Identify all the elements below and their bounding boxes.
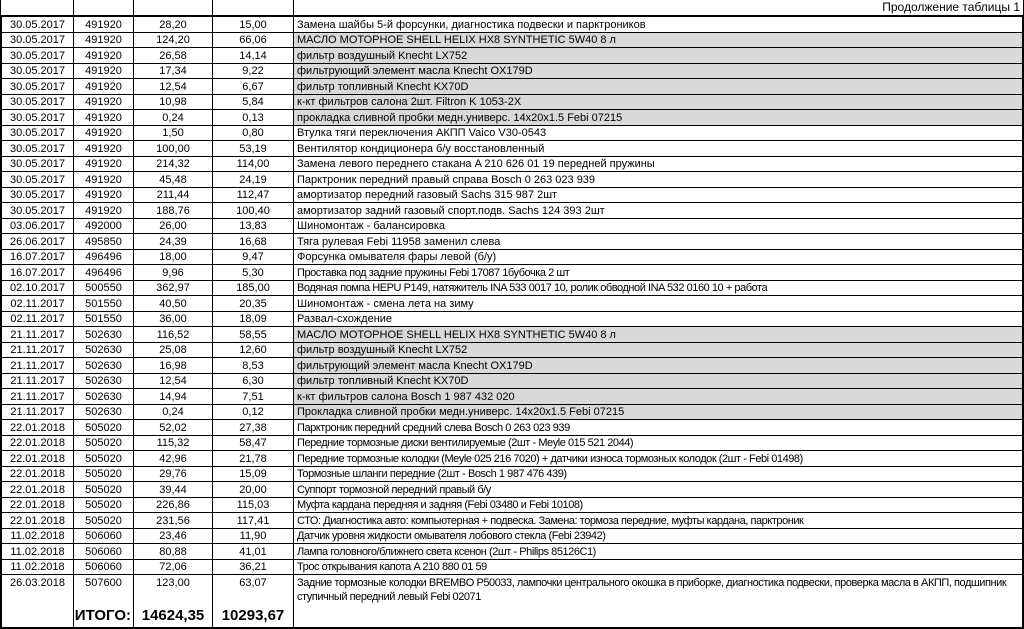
description-cell: МАСЛО МОТОРНОЕ SHELL HELIX HX8 SYNTHETIC 5W40 8 л	[294, 327, 1022, 342]
date-cell: 30.05.2017	[2, 95, 74, 110]
table-row	[2, 498, 1022, 514]
date-cell: 21.11.2017	[2, 343, 74, 358]
date-cell: 26.03.2018	[2, 575, 74, 605]
table-row	[2, 188, 1022, 204]
odometer-cell: 491920	[74, 172, 134, 187]
description-cell: Парктроник передний правый справа Bosch 0 263 023 939	[297, 173, 596, 186]
odometer-cell: 505020	[74, 436, 134, 451]
table-row	[2, 110, 1022, 126]
amount1-cell: 42,96	[134, 451, 213, 466]
amount2-cell: 12,60	[213, 343, 294, 358]
odometer-cell: 491920	[74, 33, 134, 48]
date-cell: 21.11.2017	[2, 358, 74, 373]
amount1-cell: 39,44	[134, 482, 213, 497]
description-cell: фильтр воздушный Knecht LX752	[294, 343, 1022, 358]
date-cell: 21.11.2017	[2, 389, 74, 404]
strip-cell-amount1	[134, 0, 213, 15]
table-row	[2, 79, 1022, 95]
table-row	[2, 17, 1022, 33]
amount2-cell: 20,00	[213, 482, 294, 497]
date-cell: 22.01.2018	[2, 498, 74, 513]
description-cell: Парктроник передний средний слева Bosch 0 263 023 939	[297, 421, 570, 434]
strip-cell-amount2	[213, 0, 294, 15]
odometer-cell: 491920	[74, 126, 134, 141]
odometer-cell: 491920	[74, 79, 134, 94]
table-row	[2, 157, 1022, 173]
odometer-cell: 505020	[74, 498, 134, 513]
amount1-cell: 12,54	[134, 374, 213, 389]
table-row	[2, 482, 1022, 498]
odometer-cell: 505020	[74, 467, 134, 482]
description-cell: Вентилятор кондиционера б/у восстановленный	[297, 142, 545, 155]
odometer-cell: 507600	[74, 575, 134, 605]
amount2-cell: 6,67	[213, 79, 294, 94]
amount2-cell: 14,14	[213, 48, 294, 63]
strip-cell-odometer	[74, 0, 134, 15]
table-row	[2, 358, 1022, 374]
amount1-cell: 80,88	[134, 544, 213, 559]
odometer-cell: 501550	[74, 312, 134, 327]
table-row	[2, 451, 1022, 467]
amount2-cell: 6,30	[213, 374, 294, 389]
date-cell: 22.01.2018	[2, 451, 74, 466]
amount1-cell: 9,96	[134, 265, 213, 280]
description-cell: Форсунка омывателя фары левой (б/у)	[297, 251, 497, 263]
date-cell: 11.02.2018	[2, 544, 74, 559]
description-cell: МАСЛО МОТОРНОЕ SHELL HELIX HX8 SYNTHETIC 5W40 8 л	[294, 33, 1022, 48]
amount1-cell: 362,97	[134, 281, 213, 296]
amount1-cell: 115,32	[134, 436, 213, 451]
table-row	[2, 250, 1022, 266]
odometer-cell: 491920	[74, 95, 134, 110]
description-cell: фильтр топливный Knecht KX70D	[294, 374, 1022, 389]
amount2-cell: 18,09	[213, 312, 294, 327]
description-cell: к-кт фильтров салона Bosch 1 987 432 020	[294, 389, 1022, 404]
table-row	[2, 141, 1022, 157]
date-cell: 22.01.2018	[2, 436, 74, 451]
table-row	[2, 234, 1022, 250]
amount2-cell: 0,13	[213, 110, 294, 125]
amount1-cell: 36,00	[134, 312, 213, 327]
description-cell: Водяная помпа HEPU P149, натяжитель INA 533 0017 10, ролик обводной INA 532 0160 10 + работа	[297, 282, 768, 294]
odometer-cell: 505020	[74, 451, 134, 466]
totals-amount2-cell: 10293,67	[213, 605, 294, 627]
amount1-cell: 100,00	[134, 141, 213, 156]
amount1-cell: 226,86	[134, 498, 213, 513]
odometer-cell: 502630	[74, 327, 134, 342]
description-cell: Передние тормозные колодки (Meyle 025 216 7020) + датчики износа тормозных колодок (2шт - Febi 01498)	[297, 452, 803, 465]
date-cell: 03.06.2017	[2, 219, 74, 234]
table-row	[2, 513, 1022, 529]
amount2-cell: 115,03	[213, 498, 294, 513]
table-row	[2, 389, 1022, 405]
table-row	[2, 343, 1022, 359]
odometer-cell: 502630	[74, 343, 134, 358]
amount2-cell: 66,06	[213, 33, 294, 48]
amount1-cell: 231,56	[134, 513, 213, 528]
table-row	[2, 467, 1022, 483]
description-cell: Трос открывания капота A 210 880 01 59	[297, 561, 487, 573]
amount2-cell: 16,68	[213, 234, 294, 249]
table-row	[2, 219, 1022, 235]
amount2-cell: 27,38	[213, 420, 294, 435]
amount2-cell: 114,00	[213, 157, 294, 172]
date-cell: 22.01.2018	[2, 513, 74, 528]
date-cell: 02.10.2017	[2, 281, 74, 296]
amount2-cell: 58,47	[213, 436, 294, 451]
amount1-cell: 26,58	[134, 48, 213, 63]
odometer-cell: 496496	[74, 265, 134, 280]
date-cell: 30.05.2017	[2, 64, 74, 79]
amount2-cell: 11,90	[213, 529, 294, 544]
amount1-cell: 116,52	[134, 327, 213, 342]
date-cell: 30.05.2017	[2, 17, 74, 32]
date-cell: 02.11.2017	[2, 312, 74, 327]
amount2-cell: 5,84	[213, 95, 294, 110]
amount1-cell: 17,34	[134, 64, 213, 79]
description-cell: фильтр топливный Knecht KX70D	[294, 79, 1022, 94]
amount2-cell: 112,47	[213, 188, 294, 203]
description-cell: Проставка под задние пружины Febi 17087 1бубочка 2 шт	[297, 266, 570, 279]
amount2-cell: 13,83	[213, 219, 294, 234]
description-cell: Лампа головного/ближнего света ксенон (2шт - Philips 85126C1)	[297, 545, 596, 558]
totals-empty-description-cell	[294, 605, 1022, 627]
table-row	[2, 281, 1022, 297]
table-row	[2, 48, 1022, 64]
date-cell: 30.05.2017	[2, 203, 74, 218]
totals-label-cell: ИТОГО:	[74, 605, 134, 627]
odometer-cell: 506060	[74, 529, 134, 544]
date-cell: 21.11.2017	[2, 374, 74, 389]
amount2-cell: 8,53	[213, 358, 294, 373]
amount2-cell: 36,21	[213, 560, 294, 575]
date-cell: 30.05.2017	[2, 110, 74, 125]
date-cell: 30.05.2017	[2, 188, 74, 203]
amount2-cell: 15,00	[213, 17, 294, 32]
table-row	[2, 64, 1022, 80]
amount1-cell: 0,24	[134, 110, 213, 125]
amount1-cell: 12,54	[134, 79, 213, 94]
odometer-cell: 501550	[74, 296, 134, 311]
date-cell: 30.05.2017	[2, 126, 74, 141]
strip-cell-date	[0, 0, 74, 15]
amount2-cell: 41,01	[213, 544, 294, 559]
amount2-cell: 9,47	[213, 250, 294, 265]
table-row	[2, 265, 1022, 281]
amount1-cell: 45,48	[134, 172, 213, 187]
odometer-cell: 506060	[74, 544, 134, 559]
description-cell: Прокладка сливной пробки медн.универс. 14x20x1.5 Febi 07215	[294, 405, 1022, 420]
amount2-cell: 0,80	[213, 126, 294, 141]
date-cell: 21.11.2017	[2, 327, 74, 342]
date-cell: 30.05.2017	[2, 33, 74, 48]
description-cell: фильтр воздушный Knecht LX752	[294, 48, 1022, 63]
amount1-cell: 124,20	[134, 33, 213, 48]
odometer-cell: 505020	[74, 513, 134, 528]
amount2-cell: 15,09	[213, 467, 294, 482]
odometer-cell: 495850	[74, 234, 134, 249]
description-cell: Замена левого переднего стакана A 210 626 01 19 передней пружины	[297, 158, 655, 170]
amount2-cell: 21,78	[213, 451, 294, 466]
date-cell: 30.05.2017	[2, 79, 74, 94]
description-cell: Втулка тяги переключения АКПП Vaico V30-0543	[297, 127, 547, 139]
amount1-cell: 214,32	[134, 157, 213, 172]
table-row	[2, 560, 1022, 576]
description-cell: Шиномонтаж - балансировка	[297, 220, 446, 232]
odometer-cell: 491920	[74, 157, 134, 172]
date-cell: 30.05.2017	[2, 172, 74, 187]
date-cell: 16.07.2017	[2, 250, 74, 265]
amount2-cell: 53,19	[213, 141, 294, 156]
description-cell: Тормозные шланги передние (2шт - Bosch 1 987 476 439)	[297, 468, 567, 480]
table-row	[2, 296, 1022, 312]
description-cell: Датчик уровня жидкости омывателя лобового стекла (Febi 23942)	[297, 530, 606, 542]
amount2-cell: 100,40	[213, 203, 294, 218]
amount1-cell: 10,98	[134, 95, 213, 110]
date-cell: 30.05.2017	[2, 141, 74, 156]
odometer-cell: 505020	[74, 482, 134, 497]
amount2-cell: 0,12	[213, 405, 294, 420]
table-row	[2, 327, 1022, 343]
odometer-cell: 500550	[74, 281, 134, 296]
table-row	[2, 436, 1022, 452]
odometer-cell: 502630	[74, 358, 134, 373]
amount1-cell: 23,46	[134, 529, 213, 544]
date-cell: 30.05.2017	[2, 157, 74, 172]
description-cell: к-кт фильтров салона 2шт. Filtron K 1053-2X	[294, 95, 1022, 110]
table-row	[2, 312, 1022, 328]
amount1-cell: 40,50	[134, 296, 213, 311]
amount1-cell: 14,94	[134, 389, 213, 404]
odometer-cell: 491920	[74, 48, 134, 63]
amount2-cell: 117,41	[213, 513, 294, 528]
odometer-cell: 496496	[74, 250, 134, 265]
totals-amount1-cell: 14624,35	[134, 605, 213, 627]
table-row	[2, 420, 1022, 436]
odometer-cell: 502630	[74, 405, 134, 420]
description-cell: фильтрующий элемент масла Knecht OX179D	[294, 64, 1022, 79]
date-cell: 26.06.2017	[2, 234, 74, 249]
description-cell: Шиномонтаж - смена лета на зиму	[297, 297, 474, 310]
totals-row	[2, 605, 1022, 627]
odometer-cell: 506060	[74, 560, 134, 575]
odometer-cell: 491920	[74, 17, 134, 32]
amount1-cell: 28,20	[134, 17, 213, 32]
date-cell: 21.11.2017	[2, 405, 74, 420]
description-cell: Муфта кардана передняя и задняя (Febi 03480 и Febi 10108)	[297, 499, 583, 511]
amount1-cell: 29,76	[134, 467, 213, 482]
amount1-cell: 24,39	[134, 234, 213, 249]
description-cell: прокладка сливной пробки медн.универс. 14x20x1.5 Febi 07215	[294, 110, 1022, 125]
totals-empty-date-cell	[2, 605, 74, 627]
date-cell: 02.11.2017	[2, 296, 74, 311]
amount1-cell: 0,24	[134, 405, 213, 420]
table-row	[2, 405, 1022, 421]
amount1-cell: 16,98	[134, 358, 213, 373]
amount2-cell: 5,30	[213, 265, 294, 280]
amount1-cell: 26,00	[134, 219, 213, 234]
continuation-label: Продолжение таблицы 1	[294, 0, 1024, 15]
amount1-cell: 1,50	[134, 126, 213, 141]
date-cell: 30.05.2017	[2, 48, 74, 63]
amount1-cell: 188,76	[134, 203, 213, 218]
odometer-cell: 502630	[74, 374, 134, 389]
table-row	[2, 575, 1022, 605]
description-cell: СТО: Диагностика авто: компьютерная + подвеска. Замена: тормоза передние, муфты кардана, парктроник	[297, 514, 804, 527]
table-row	[2, 126, 1022, 142]
service-history-table	[0, 15, 1024, 629]
date-cell: 22.01.2018	[2, 420, 74, 435]
table-continuation-strip	[0, 0, 1024, 15]
description-cell: амортизатор задний газовый спорт.подв. Sachs 124 393 2шт	[297, 204, 605, 217]
table-body	[2, 17, 1022, 605]
odometer-cell: 502630	[74, 389, 134, 404]
amount2-cell: 24,19	[213, 172, 294, 187]
amount2-cell: 58,55	[213, 327, 294, 342]
table-row	[2, 172, 1022, 188]
odometer-cell: 491920	[74, 141, 134, 156]
description-cell: Замена шайбы 5-й форсунки, диагностика подвески и парктроников	[297, 18, 646, 31]
description-cell: Развал-схождение	[297, 313, 393, 325]
date-cell: 11.02.2018	[2, 529, 74, 544]
description-cell: Передние тормозные диски вентилируемые (2шт - Meyle 015 521 2044)	[297, 437, 634, 449]
description-cell: фильтрующий элемент масла Knecht OX179D	[294, 358, 1022, 373]
odometer-cell: 492000	[74, 219, 134, 234]
odometer-cell: 491920	[74, 203, 134, 218]
odometer-cell: 491920	[74, 110, 134, 125]
table-row	[2, 529, 1022, 545]
description-cell: Суппорт тормозной передний правый б/у	[297, 483, 491, 496]
description-cell: амортизатор передний газовый Sachs 315 987 2шт	[297, 189, 558, 201]
amount1-cell: 72,06	[134, 560, 213, 575]
amount1-cell: 25,08	[134, 343, 213, 358]
amount2-cell: 9,22	[213, 64, 294, 79]
amount1-cell: 52,02	[134, 420, 213, 435]
amount2-cell: 185,00	[213, 281, 294, 296]
date-cell: 16.07.2017	[2, 265, 74, 280]
description-cell: Тяга рулевая Febi 11958 заменил слева	[297, 235, 501, 248]
table-row	[2, 203, 1022, 219]
amount1-cell: 211,44	[134, 188, 213, 203]
date-cell: 22.01.2018	[2, 482, 74, 497]
date-cell: 11.02.2018	[2, 560, 74, 575]
table-row	[2, 33, 1022, 49]
odometer-cell: 491920	[74, 188, 134, 203]
amount2-cell: 20,35	[213, 296, 294, 311]
description-cell: Задние тормозные колодки BREMBO P50033, лампочки центрального окошка в приборке, диагностика подвески, проверка масла в АКПП, подшипник ступичный передний левый Febi 02071	[297, 577, 1007, 603]
date-cell: 22.01.2018	[2, 467, 74, 482]
amount1-cell: 123,00	[134, 575, 213, 605]
amount2-cell: 7,51	[213, 389, 294, 404]
amount2-cell: 63,07	[213, 575, 294, 605]
odometer-cell: 491920	[74, 64, 134, 79]
amount1-cell: 18,00	[134, 250, 213, 265]
table-row	[2, 95, 1022, 111]
table-row	[2, 374, 1022, 390]
odometer-cell: 505020	[74, 420, 134, 435]
table-row	[2, 544, 1022, 560]
